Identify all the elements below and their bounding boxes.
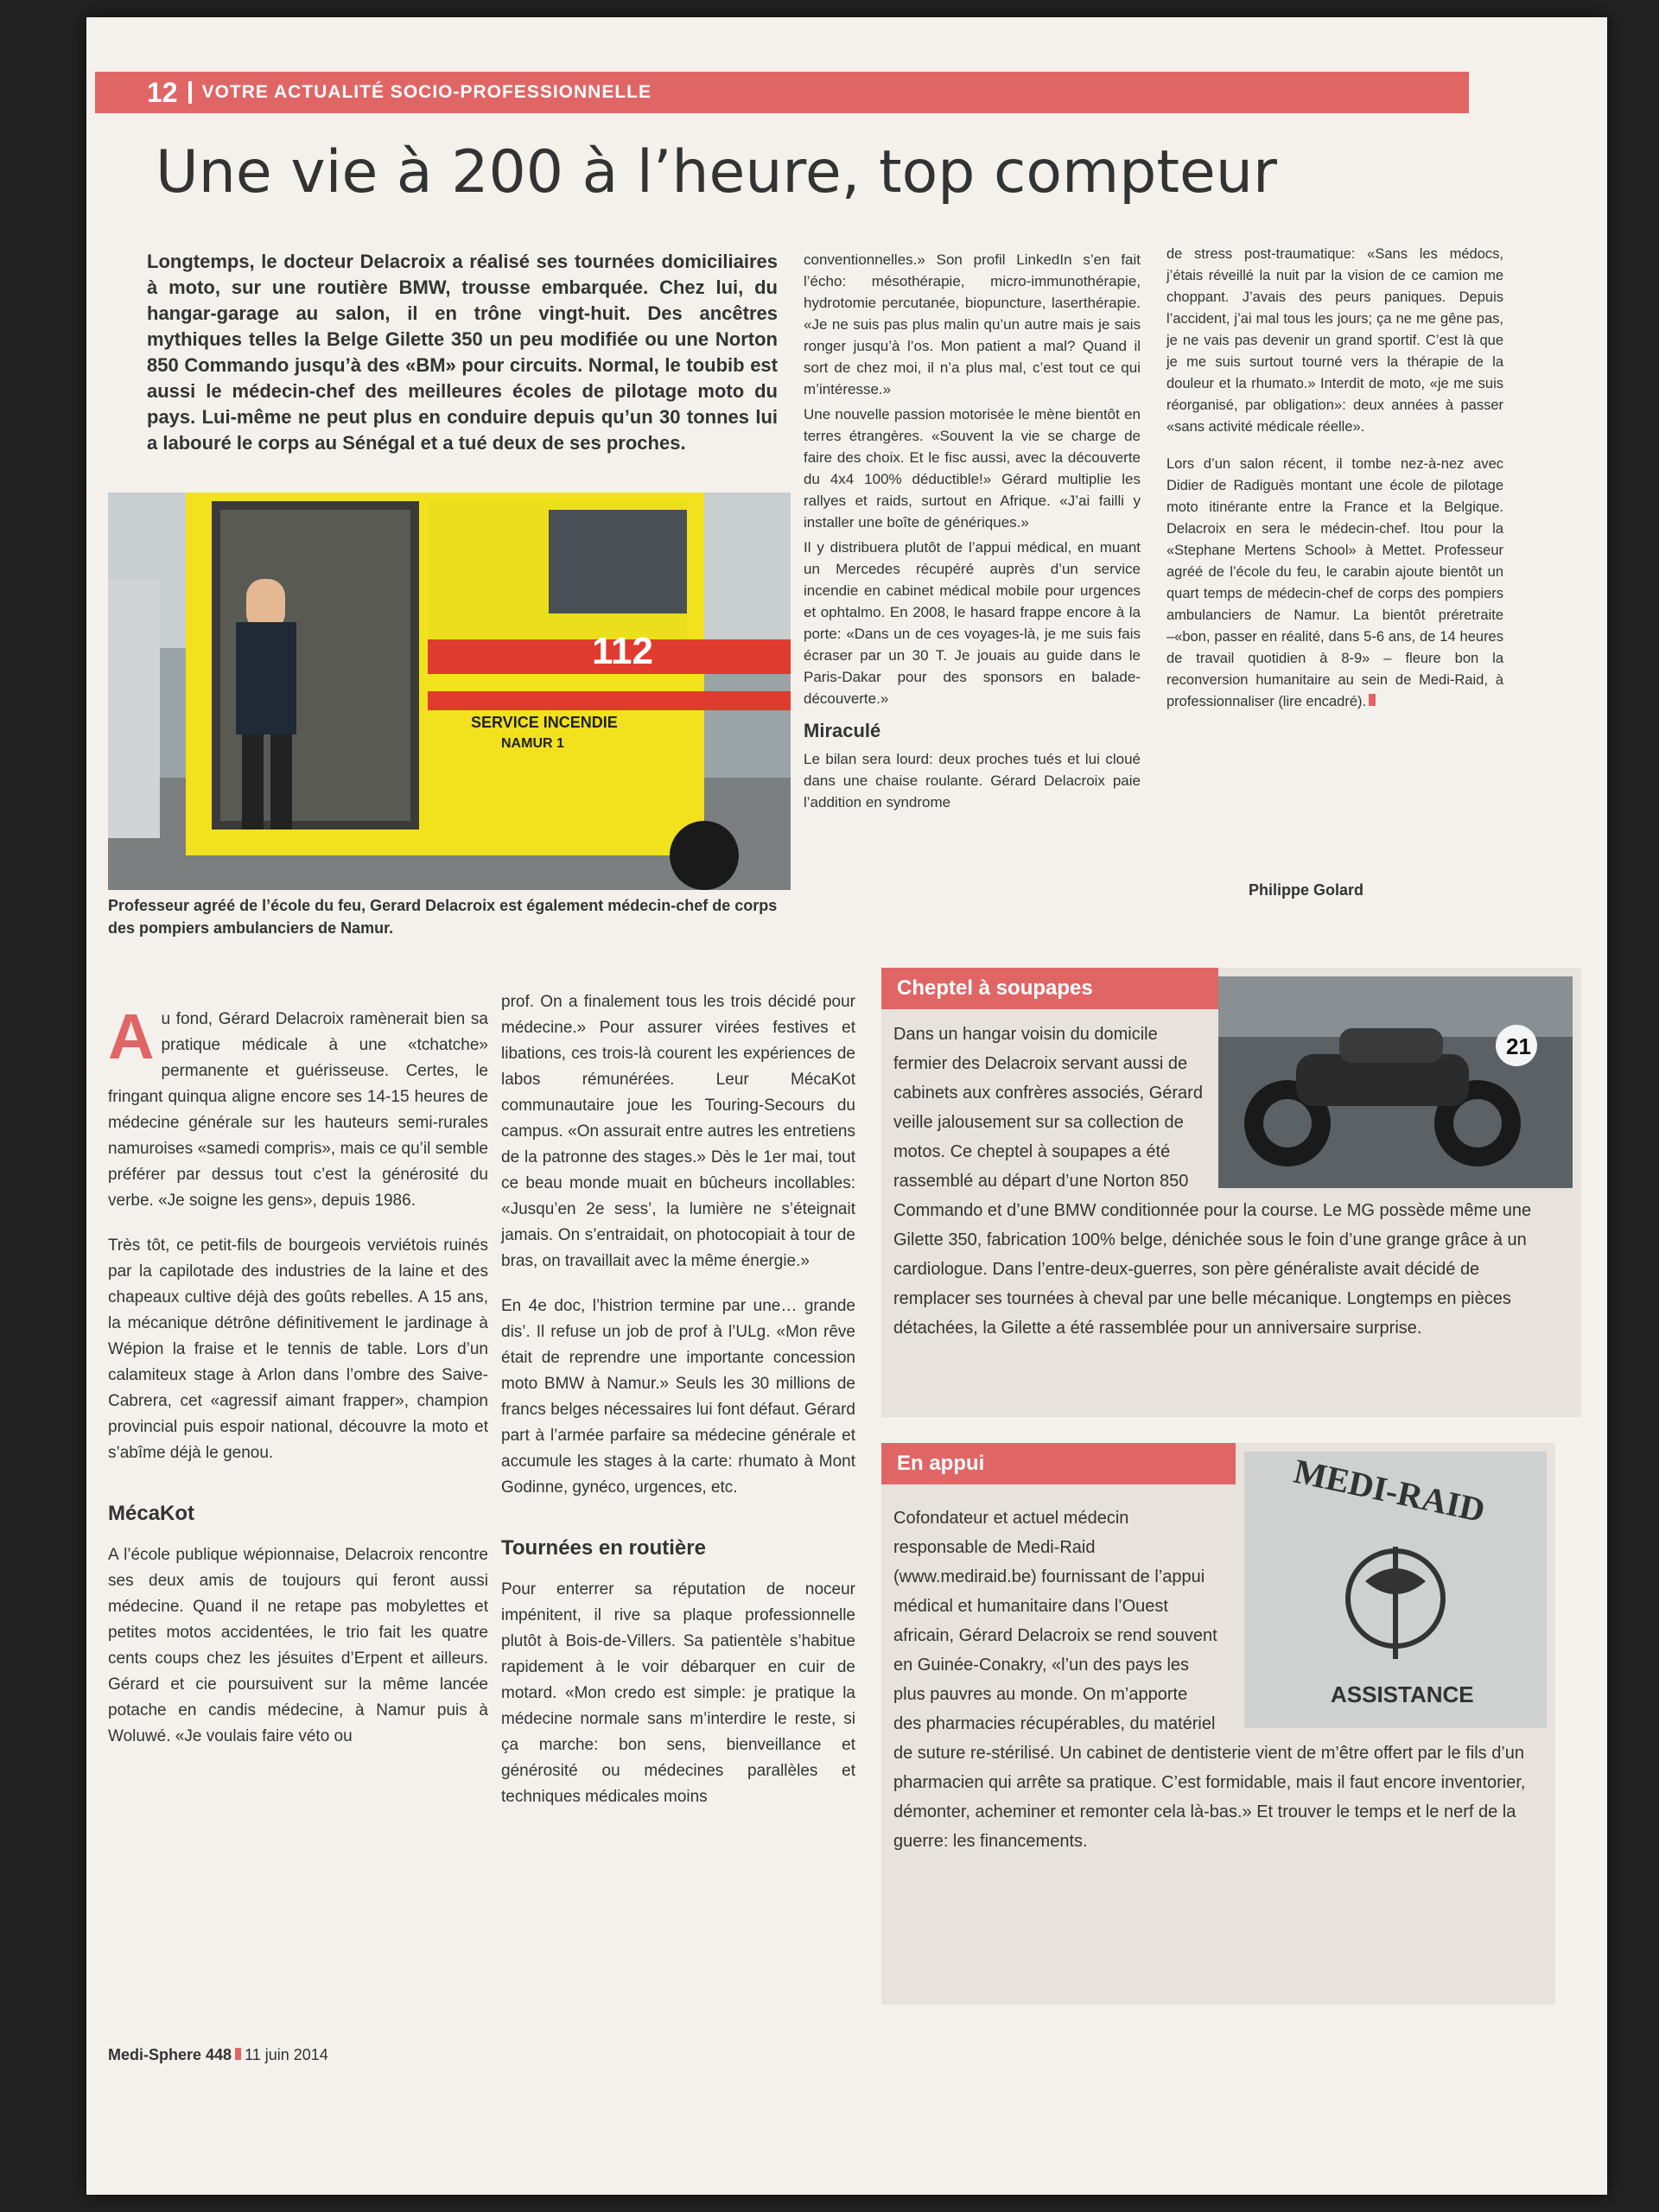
body1-paragraph: u fond, Gérard Delacroix ramènerait bien sa pratique médicale à une «tchatche» permanente et guérisseuse. Certes, le fringant quinqua aligne encore ses 14-15 heures de médecine générale sur les hauteurs semi-rurales namuroises «samedi compris», mais ce qu’il semble préférer par dessus tout c’est la générosité du verbe. «Je soigne les gens», depuis 1986. [108,1010,488,1210]
footer-mark [235,2048,241,2060]
box-title: En appui [897,1452,985,1475]
body1-paragraph: A l’école publique wépionnaise, Delacroix rencontre ses deux amis de toujours qui feront aussi médecine. Quand il ne retape pas mobylettes et petites motos accidentées, le trio fait les quatre cents coups chez les jésuites d’Erpent et ailleurs. Gérard et cie poursuivent sur la même lancée potache en candis médecine, à Namur puis à Woluwé. «Je voulais faire véto ou [108,1546,488,1745]
article-photo [108,493,791,890]
box-text: Cofondateur et actuel médecin responsable de Medi-Raid (www.mediraid.be) fournissant de l’appui médical et humanitaire dans l’Ouest africain, Gérard Delacroix se rend souvent en Guinée-Conakry, «l’un des pays les plus pauvres au monde. On m’apporte des pharmacies récupérables, du matériel de suture re-stérilisé. Un cabinet de dentisterie vient de m’être offert par le fils d’un pharmacien qui arrête sa pratique. C’est formidable, mais il faut encore inventorier, démonter, acheminer et remonter cela là-bas.» Et trouver le temps et le nerf de la guerre: les financements. [893,1509,1526,1851]
banner-divider [188,81,192,104]
box-title: Cheptel à soupapes [897,976,1093,1000]
column-2 [804,249,1141,817]
body1-paragraph: Très tôt, ce petit-fils de bourgeois verviétois ruinés par la capilotade des industries de la laine et des chapeaux cultive déjà des goûts rebelles. A 15 ans, la mécanique détrône définitivement le jardinage à Wépion la fraise et le tennis de table. Lors d’un calamiteux stage à Arlon dans l’ombre des Saive-Cabrera, cet «agressif aimant frapper», champion provincial puis espoir national, découvre la moto et s’abîme déjà le genou. [108,1236,488,1462]
end-mark [1369,694,1376,706]
col3-paragraph: Lors d’un salon récent, il tombe nez-à-nez avec Didier de Radiguès montant une école de pilotage moto itinérante entre la France et la Belgique. Delacroix en sera le médecin-chef. Itou pour la «Stephane Mertens School» à Mettet. Professeur agréé de l’école du feu, le carabin ajoute bientôt un quart temps de médecin-chef de corps des pompiers ambulanciers de Namur. La bientôt préretraite –«bon, passer en réalité, dans 5-6 ans, de 14 heures de travail quotidien à 8-9» – fleure bon la reconversion humanitaire au sein de Medi-Raid, à professionnaliser (lire encadré). [1166,456,1503,709]
article-title: Une vie à 200 à l’heure, top compteur [156,138,1277,207]
body2-paragraph: Pour enterrer sa réputation de noceur impénitent, il rive sa plaque professionnelle plutôt à Bois-de-Villers. Sa patientèle s’habitue rapidement à le voir débarquer en cuir de motard. «Mon credo est simple: je pratique la médecine normale sans m’interdire le reste, si ça marche: bon sens, bienveillance et générosité ou médecines parallèles et techniques médicales moins [501,1580,855,1806]
col2-paragraph: Une nouvelle passion motorisée le mène bientôt en terres étrangères. «Souvent la vie se charge de faire des choix. Et le fisc aussi, avec la découverte du 4x4 100% déductible!» Gérard multiplie les rallyes et raids, surtout en Afrique. «J’ai failli y installer une boîte de génériques.» [804,406,1141,531]
vehicle-number: 112 [592,630,653,672]
publication-date: 11 juin 2014 [245,2046,328,2063]
logo-bottom-text: ASSISTANCE [1331,1681,1474,1707]
body2-paragraph: En 4e doc, l’histrion termine par une… grande dis’. Il refuse un job de prof à l’ULg. «Mon rêve était de reprendre une importante concession moto BMW à Namur.» Seuls les 30 millions de francs belges nécessaires lui font défaut. Gérard part à l’armée parfaire sa médecine générale et accumule les stages à la carte: rhumato à Mont Godinne, gynéco, urgences, etc. [501,1297,855,1497]
col3-paragraph: de stress post-traumatique: «Sans les médocs, j’étais réveillé la nuit par la vision de ce camion me choppant. J’avais des peurs paniques. Depuis l’accident, j’ai mal tous les jours; ça ne me gêne pas, je ne vais pas devenir un grand sportif. C’est là que je me suis surtout tourné vers la thérapie de la douleur et la rhumato.» Interdit de moto, «je me suis réorganisé, par obligation»: deux années à passer «sans activité médicale réelle». [1166,246,1503,435]
box-header [881,968,1218,1009]
box-text: Dans un hangar voisin du domicile fermier des Delacroix servant aussi de cabinets aux confrères associés, Gérard veille jalousement sur sa collection de motos. Ce cheptel à soupapes a été rassemblé au départ d’une Norton 850 Commando et d’une BMW conditionnée pour la course. Le MG possède même une Gilette 350, fabrication 100% belge, dénichée sous le foin d’une grange grâce à un cardiologue. Dans l’entre-deux-guerres, son père généraliste avait décidé de remplacer ses tournées à cheval par une belle mécanique. Longtemps en pièces détachées, la Gilette a été rassemblée pour un anniversaire surprise. [893,1025,1532,1338]
drop-cap: A [108,1001,155,1072]
vehicle-label-2: NAMUR 1 [501,736,564,751]
body-column-1 [108,1001,488,1769]
column-3 [1166,244,1503,716]
page-footer [108,2046,328,2064]
col2-paragraph: Il y distribuera plutôt de l’appui médical, en muant un Mercedes récupéré auprès d’un service incendie en cabinet médical mobile pour urgences et ophtalmo. En 2008, le hasard frappe encore à la porte: «Dans un de ces voyages-là, je me suis fais écraser par un 30 T. Je jouais au guide dans le Paris-Dakar pour des sponsors en balade-découverte.» [804,539,1141,707]
subheading-miracule: Miraculé [804,720,881,741]
page-number: 12 [147,76,178,108]
col2-paragraph: conventionnelles.» Son profil LinkedIn s’en fait l’écho: mésothérapie, micro-immunothérapie, hydrotomie percutanée, biopuncture, laserthérapie. «Je ne suis pas plus malin qu’un autre mais je sais ronger jusqu’à l’os. Mon patient a mal? Quand il sort de chez moi, il n’a plus mal, c’est tout ce qui m’intéresse.» [804,251,1141,397]
body2-paragraph: prof. On a finalement tous les trois décidé pour médecine.» Pour assurer virées festives et libations, ces trois-là courent les expériences de labos rémunérées. Leur MécaKot communautaire joue les Touring-Secours du campus. «On assurait entre autres les entretiens de la patronne des stages.» Dès le 1er mai, tout ce beau monde muait en bûcheurs incollables: «Jusqu’en 2e sess’, la lumière ne s’éteignait jamais. On s’entraidait, on photocopiait à tour de bras, on travaillait avec la même énergie.» [501,993,855,1270]
section-banner [95,72,1469,113]
logo-top-text: MEDI-RAID [1290,1452,1489,1530]
vehicle-label-1: SERVICE INCENDIE [471,714,618,731]
subheading-mecakot: MécaKot [108,1502,195,1525]
magazine-page [86,17,1607,2195]
subheading-tournees: Tournées en routière [501,1536,706,1560]
section-title: VOTRE ACTUALITÉ SOCIO-PROFESSIONNELLE [201,82,652,102]
box-body [881,1503,1538,1856]
bike-number: 21 [1506,1033,1531,1059]
col2-paragraph: Le bilan sera lourd: deux proches tués et lui cloué dans une chaise roulante. Gérard Delacroix paie l’addition en syndrome [804,751,1141,810]
body-column-2 [501,989,855,1829]
publication-name: Medi-Sphere 448 [108,2046,232,2063]
ambulance-photo-illustration [108,493,791,890]
author-signature: Philippe Golard [1249,881,1364,899]
photo-caption: Professeur agréé de l’école du feu, Gerard Delacroix est également médecin-chef de corps des pompiers ambulanciers de Namur. [108,897,778,937]
sidebar-box-cheptel [881,968,1581,1417]
box-header [881,1443,1236,1484]
box-body [881,1020,1555,1343]
article-intro: Longtemps, le docteur Delacroix a réalisé ses tournées domiciliaires à moto, sur une routière BMW, trousse embarquée. Chez lui, du hangar-garage au salon, il en trône vingt-huit. Des ancêtres mythiques telles la Belge Gilette 350 un peu modifiée ou une Norton 850 Commando jusqu’à des «BM» pour circuits. Normal, le toubib est aussi le médecin-chef des meilleures écoles de pilotage moto du pays. Lui-même ne peut plus en conduire depuis qu’un 30 tonnes lui a labouré le corps au Sénégal et a tué deux de ses proches. [147,251,778,454]
sidebar-box-appui [881,1443,1555,2005]
